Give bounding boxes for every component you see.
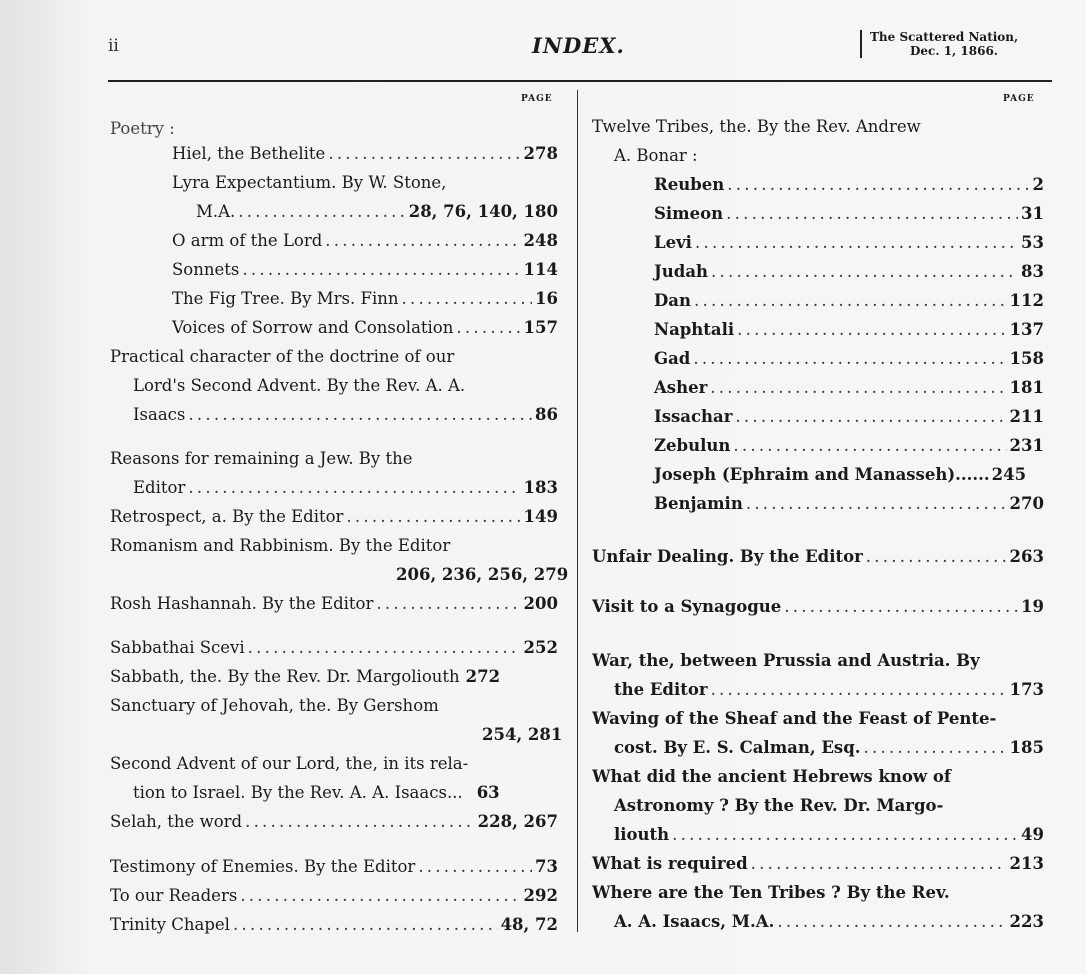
index-entry: Isaacs . . . 86 <box>133 400 558 429</box>
index-entry-line: Sanctuary of Jehovah, the. By Gershom <box>110 696 439 715</box>
index-entry-line: Astronomy ? By the Rev. Dr. Margo- <box>614 796 944 815</box>
index-entry: O arm of the Lord . . . 248 <box>172 226 558 255</box>
index-entry-pages: 206, 236, 256, 279 <box>396 565 569 584</box>
tribe-entry: Dan . . . 112 <box>654 286 1044 315</box>
index-entry: To our Readers . . . 292 <box>110 881 558 910</box>
index-entry: Visit to a Synagogue . . . 19 <box>592 592 1044 621</box>
index-entry-line: Waving of the Sheaf and the Feast of Pente- <box>592 709 997 728</box>
index-entry: Unfair Dealing. By the Editor . . . 263 <box>592 542 1044 571</box>
index-entry: Voices of Sorrow and Consolation . . . 157 <box>172 313 558 342</box>
source-reference <box>860 30 1060 58</box>
index-entry: A. A. Isaacs, M.A. . . . 223 <box>614 907 1044 936</box>
index-entry: Sonnets . . . 114 <box>172 255 558 284</box>
tribe-entry: Asher . . . 181 <box>654 373 1044 402</box>
index-entry: What is required . . . 213 <box>592 849 1044 878</box>
tribe-entry: Benjamin . . . 270 <box>654 489 1044 518</box>
source-date: Dec. 1, 1866. <box>910 44 998 58</box>
index-entry-line: Where are the Ten Tribes ? By the Rev. <box>592 883 950 902</box>
left-page-label: PAGE <box>521 94 553 104</box>
index-entry: The Fig Tree. By Mrs. Finn . . . 16 <box>172 284 558 313</box>
index-entry-line: Second Advent of our Lord, the, in its rela- <box>110 754 469 773</box>
tribe-entry: Judah . . . 83 <box>654 257 1044 286</box>
tribe-entry: Levi . . . 53 <box>654 228 1044 257</box>
index-entry: Editor . . . 183 <box>133 473 558 502</box>
tribe-entry: Naphtali . . . 137 <box>654 315 1044 344</box>
header-rule <box>108 80 1052 82</box>
tribe-entry: Gad . . . 158 <box>654 344 1044 373</box>
index-entry-line: Lyra Expectantium. By W. Stone, <box>172 173 447 192</box>
page-title: INDEX. <box>532 33 625 58</box>
index-entry: Retrospect, a. By the Editor . . . 149 <box>110 502 558 531</box>
index-entry: Hiel, the Bethelite . . . 278 <box>172 139 558 168</box>
index-entry-line: Romanism and Rabbinism. By the Editor <box>110 536 451 555</box>
poetry-heading: Poetry : <box>110 119 175 138</box>
index-entry: M.A. . . . 28, 76, 140, 180 <box>196 197 558 226</box>
index-entry: tion to Israel. By the Rev. A. A. Isaacs... 63 <box>133 783 500 802</box>
index-entry: Testimony of Enemies. By the Editor . . . 73 <box>110 852 558 881</box>
right-page-label: PAGE <box>1003 94 1035 104</box>
tribe-entry: Issachar . . . 211 <box>654 402 1044 431</box>
index-entry: liouth . . . 49 <box>614 820 1044 849</box>
tribe-entry: Reuben . . . 2 <box>654 170 1044 199</box>
index-entry: Sabbath, the. By the Rev. Dr. Margoliouth 272 <box>110 667 501 686</box>
source-title: The Scattered Nation, <box>870 30 1019 44</box>
index-entry-line: What did the ancient Hebrews know of <box>592 767 951 786</box>
tribe-entry: Zebulun . . . 231 <box>654 431 1044 460</box>
tribe-entry: Joseph (Ephraim and Manasseh)...... 245 <box>654 465 1027 484</box>
index-entry-line: Reasons for remaining a Jew. By the <box>110 449 413 468</box>
index-entry-line: War, the, between Prussia and Austria. By <box>592 651 980 670</box>
index-entry-line: Practical character of the doctrine of our <box>110 347 455 366</box>
tribe-entry: Simeon . . . 31 <box>654 199 1044 228</box>
index-entry-pages: 254, 281 <box>482 725 563 744</box>
page-number: ii <box>108 36 119 56</box>
index-entry-line: Lord's Second Advent. By the Rev. A. A. <box>133 376 466 395</box>
index-entry: Rosh Hashannah. By the Editor . . . 200 <box>110 589 558 618</box>
index-entry: Trinity Chapel . . . 48, 72 <box>110 910 558 939</box>
index-entry: the Editor . . . 173 <box>614 675 1044 704</box>
index-entry-line: Twelve Tribes, the. By the Rev. Andrew <box>592 117 921 136</box>
index-entry: cost. By E. S. Calman, Esq. . . . 185 <box>614 733 1044 762</box>
index-entry: Sabbathai Scevi . . . 252 <box>110 633 558 662</box>
column-divider <box>577 90 578 932</box>
index-entry: Selah, the word . . . 228, 267 <box>110 807 558 836</box>
index-entry-line: A. Bonar : <box>614 146 698 165</box>
